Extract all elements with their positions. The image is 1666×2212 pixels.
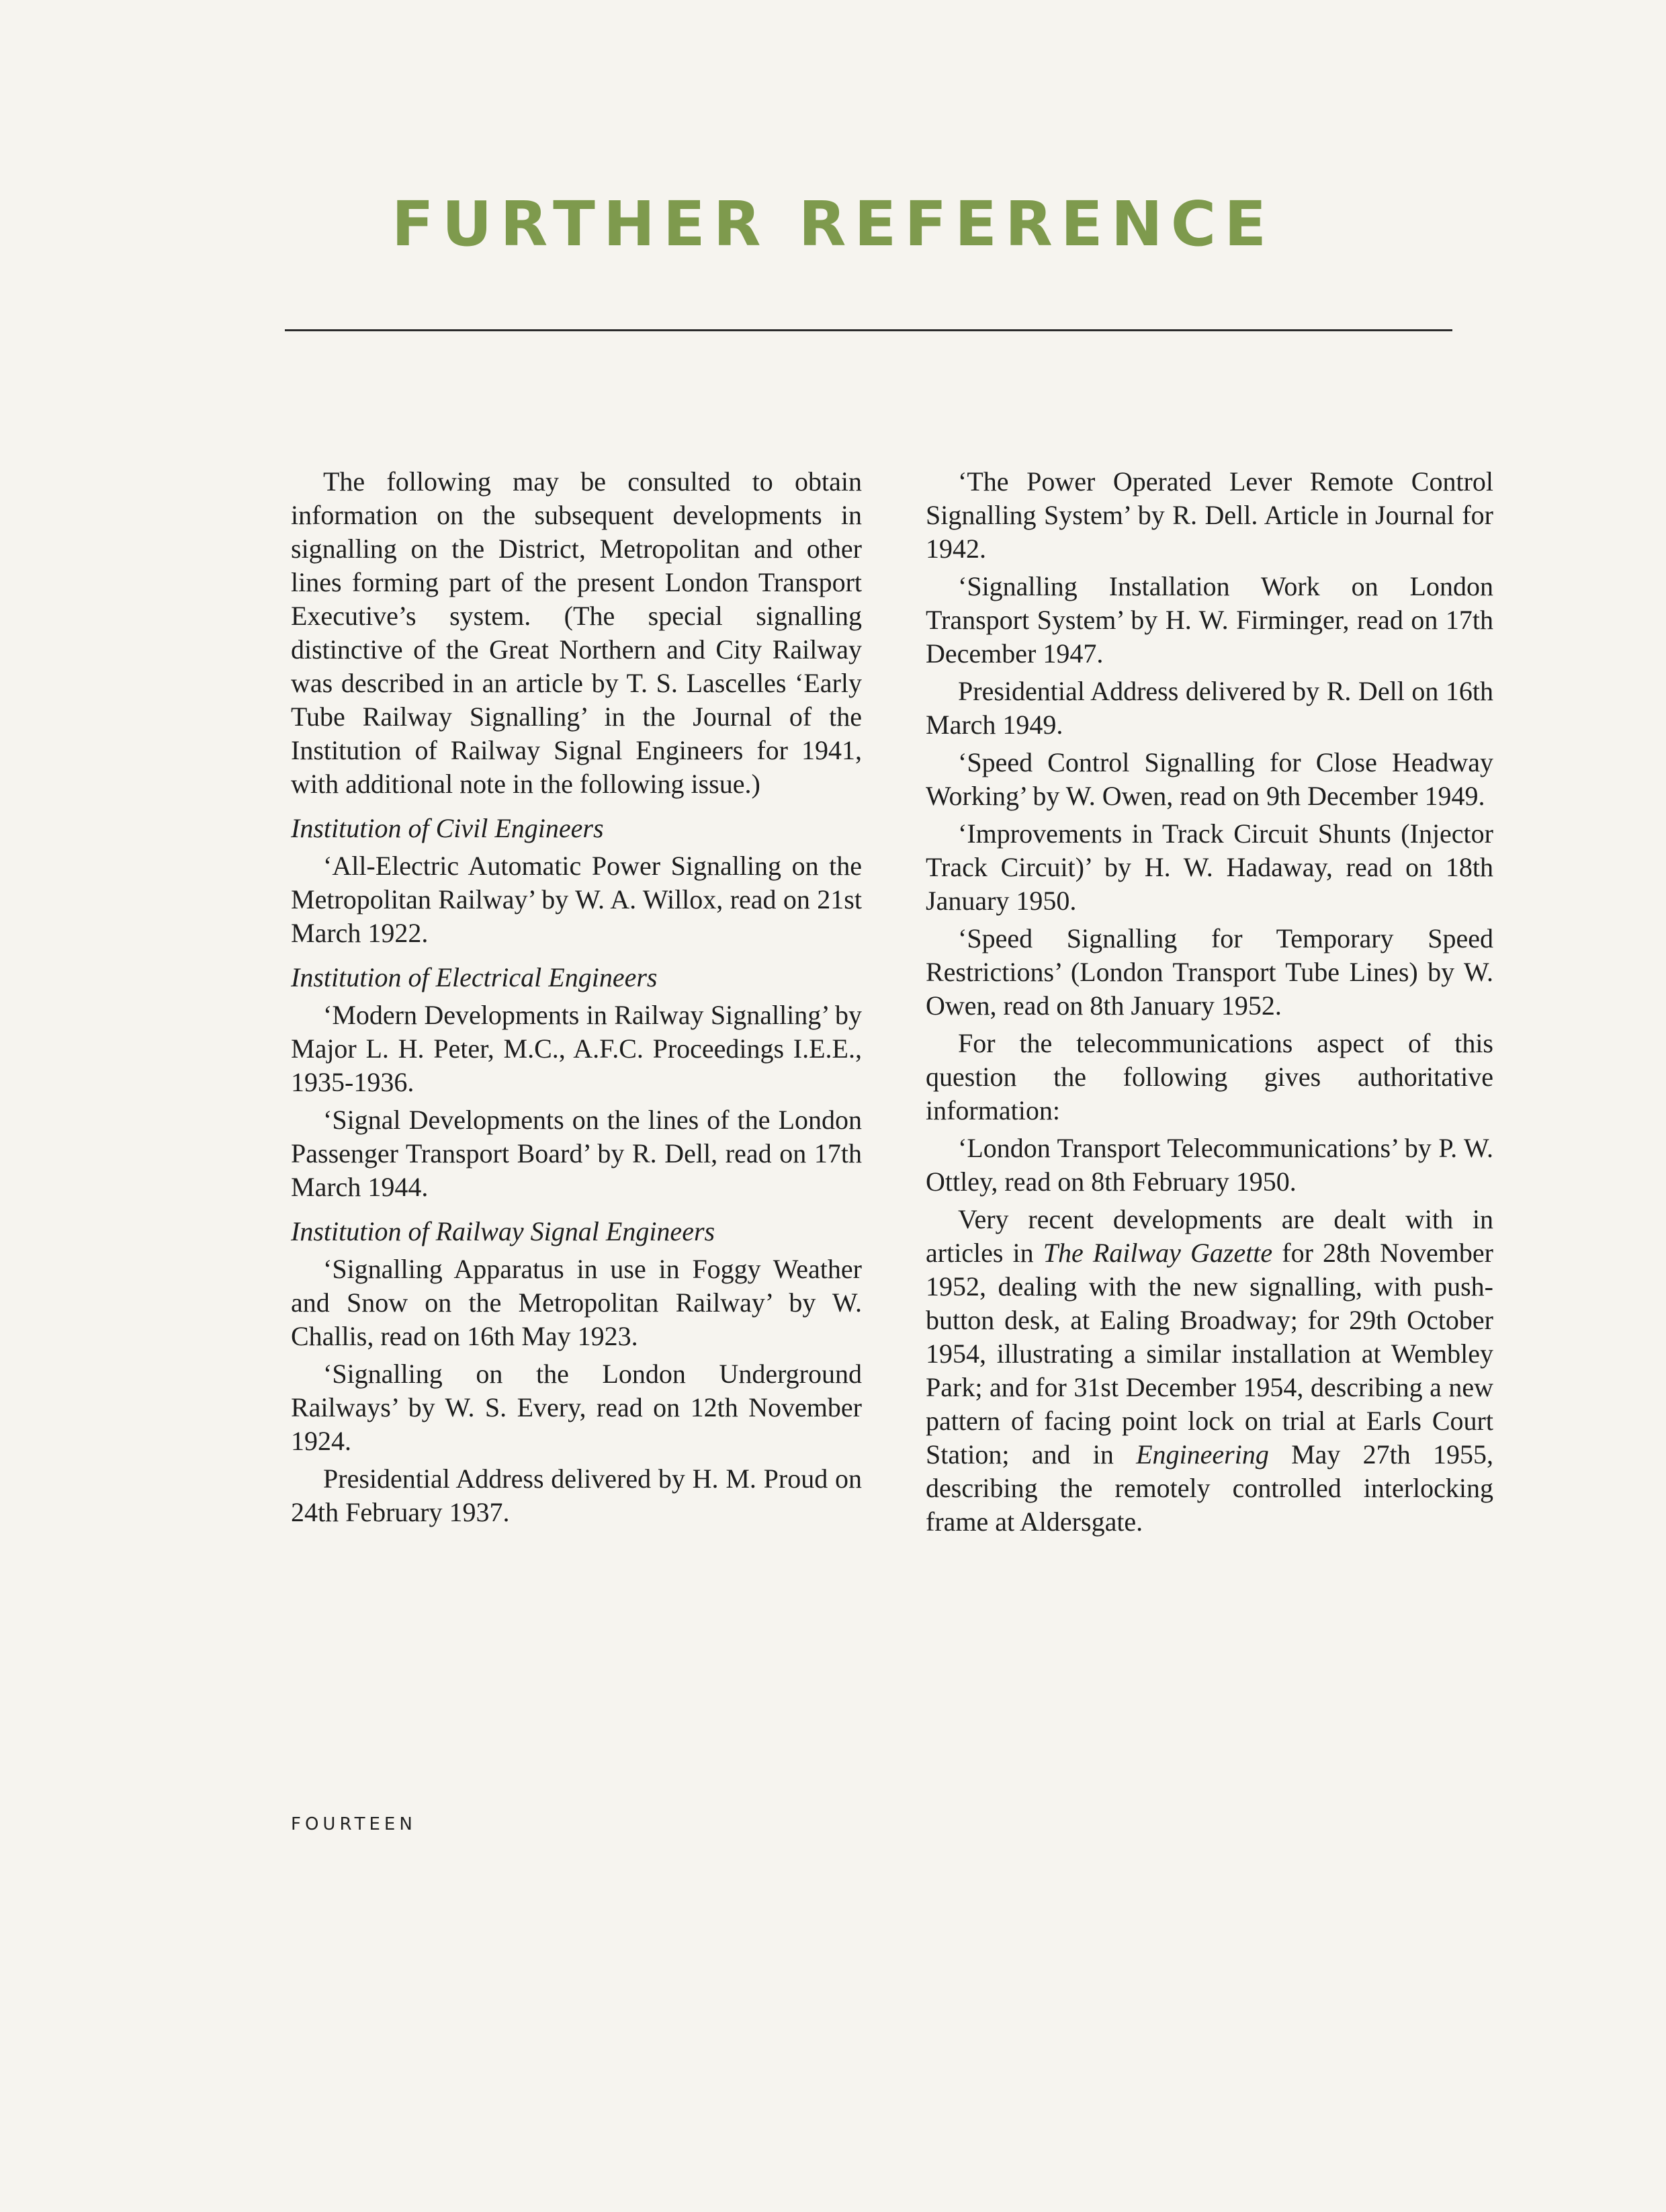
title-rule (285, 329, 1452, 331)
recent-text-1: Very recent developments are dealt with in articles in (926, 1204, 1493, 1268)
reference-item: Presidential Address delivered by H. M. Proud on 24th February 1937. (291, 1463, 862, 1527)
reference-item: ‘Speed Control Signalling for Close Headway Working’ by W. Owen, read on 9th December 1949. (926, 747, 1493, 811)
reference-item: ‘The Power Operated Lever Remote Control Signalling System’ by R. Dell. Article in Journal for 1942. (926, 466, 1493, 564)
intro-paragraph: The following may be consulted to obtain information on the subsequent developments in signalling on the District, Metropolitan and other lines forming part of the present London Transport Executive’s system. (The special signalling distinctive of the Great Northern and City Railway was described in an article by T. S. Lascelles ‘Early Tube Railway Signalling’ in the Journal of the Institution of Railway Signal Engineers for 1941, with additional note in the following issue.) (291, 466, 862, 799)
right-column (926, 465, 1493, 1539)
section-heading-railway-signal: Institution of Railway Signal Engineers (291, 1216, 715, 1246)
page-number: FOURTEEN (291, 1814, 416, 1834)
reference-item: ‘London Transport Telecommunications’ by P. W. Ottley, read on 8th February 1950. (926, 1133, 1493, 1197)
page-title: FURTHER REFERENCE (391, 188, 1275, 260)
reference-item: ‘Signalling Apparatus in use in Foggy Weather and Snow on the Metropolitan Railway’ by W. Challis, read on 16th May 1923. (291, 1254, 862, 1351)
reference-item: ‘Improvements in Track Circuit Shunts (Injector Track Circuit)’ by H. W. Hadaway, read on 18th January 1950. (926, 818, 1493, 916)
reference-item: ‘Signalling on the London Underground Railways’ by W. S. Every, read on 12th November 1924. (291, 1359, 862, 1456)
recent-text-2: for 28th November 1952, dealing with the new signalling, with push-button desk, at Ealing Broadway; for 29th October 1954, illustrating a similar installation at Wembley Park; and for 31st December 1954, describing a new pattern of facing point lock on trial at Earls Court Station; and in (926, 1238, 1493, 1470)
reference-item: ‘Signal Developments on the lines of the London Passenger Transport Board’ by R. Dell, read on 17th March 1944. (291, 1105, 862, 1202)
reference-item: Presidential Address delivered by R. Dell on 16th March 1949. (926, 676, 1493, 740)
engineering-title: Engineering (1136, 1439, 1269, 1470)
recent-developments-paragraph (926, 1203, 1493, 1539)
recent-text-3: May 27th 1955, describing the remotely controlled interlocking frame at Aldersgate. (926, 1439, 1493, 1537)
reference-item: ‘Speed Signalling for Temporary Speed Restrictions’ (London Transport Tube Lines) by W. Owen, read on 8th January 1952. (926, 923, 1493, 1021)
telecom-note: For the telecommunications aspect of this question the following gives authoritative information: (926, 1028, 1493, 1125)
section-heading-electrical: Institution of Electrical Engineers (291, 962, 658, 992)
reference-item: ‘Modern Developments in Railway Signalling’ by Major L. H. Peter, M.C., A.F.C. Proceedings I.E.E., 1935-1936. (291, 1000, 862, 1097)
railway-gazette-title: The Railway Gazette (1043, 1238, 1273, 1268)
reference-item: ‘Signalling Installation Work on London Transport System’ by H. W. Firminger, read on 17th December 1947. (926, 571, 1493, 669)
reference-item: ‘All-Electric Automatic Power Signalling on the Metropolitan Railway’ by W. A. Willox, read on 21st March 1922. (291, 851, 862, 948)
section-heading-civil: Institution of Civil Engineers (291, 813, 604, 843)
left-column (291, 465, 862, 1529)
